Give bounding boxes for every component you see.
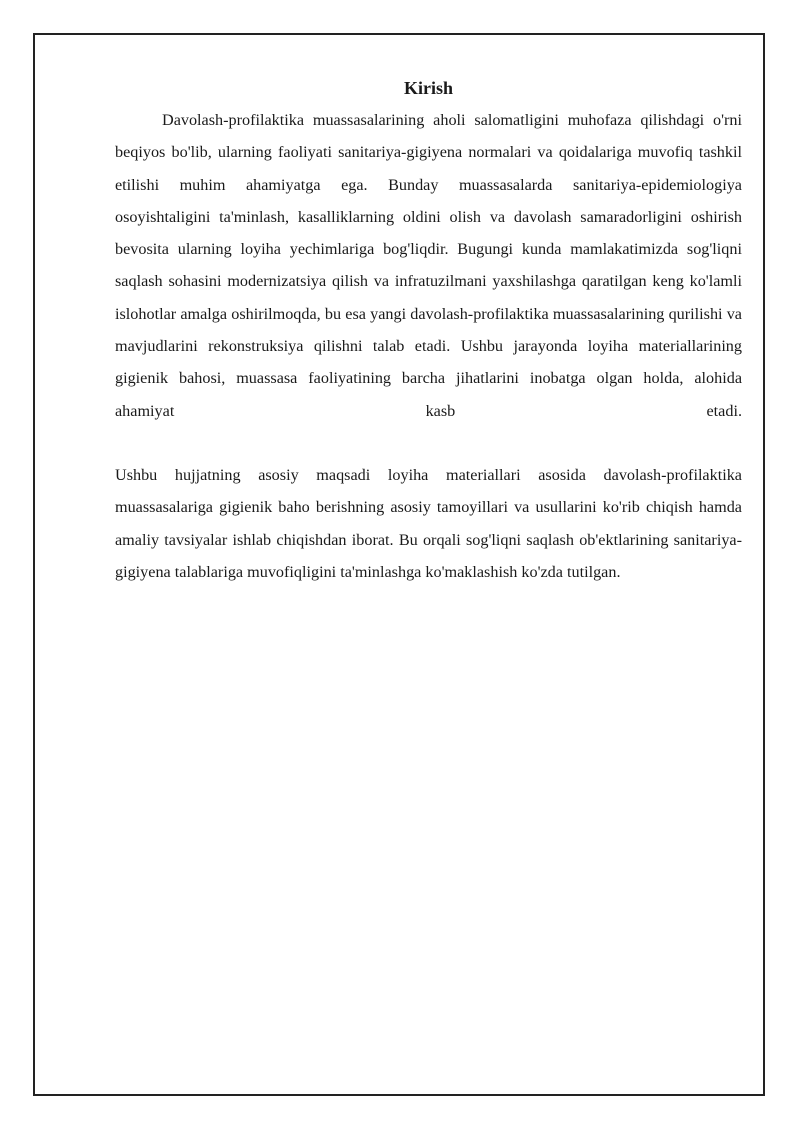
- document-title: Kirish: [403, 78, 453, 98]
- document-body: [115, 72, 742, 588]
- purpose-paragraph: Ushbu hujjatning asosiy maqsadi loyiha materiallari asosida davolash-profilaktika muassasalariga gigienik baho berishning asosiy tamoyillari va usullarini ko'rib chiqish hamda amaliy tavsiyalar ishlab chiqishdan iborat. Bu orqali sog'liqni saqlash ob'ektlarining sanitariya-gigiyena talablariga muvofiqligini ta'minlashga ko'maklashish ko'zda tutilgan.: [115, 465, 742, 581]
- intro-paragraph: Davolash-profilaktika muassasalarining aholi salomatligini muhofaza qilishdagi o'rni beqiyos bo'lib, ularning faoliyati sanitariya-gigiyena normalari va qoidalariga muvofiq tashkil etilishi muhim ahamiyatga ega. Bunday muassasalarda sanitariya-epidemiologiya osoyishtaligini ta'minlash, kasalliklarning oldini olish va davolash samaradorligini oshirish bevosita ularning loyiha yechimlariga bog'liqdir. Bugungi kunda mamlakatimizda sog'liqni saqlash sohasini modernizatsiya qilish va infratuzilmani yaxshilashga qaratilgan keng ko'lamli islohotlar amalga oshirilmoqda, bu esa yangi davolash-profilaktika muassasalarining qurilishi va mavjudlarini rekonstruksiya qilishni talab etadi. Ushbu jarayonda loyiha materiallarining gigienik bahosi, muassasa faoliyatining barcha jihatlarini inobatga olgan holda, alohida ahamiyat kasb etadi.: [115, 111, 742, 420]
